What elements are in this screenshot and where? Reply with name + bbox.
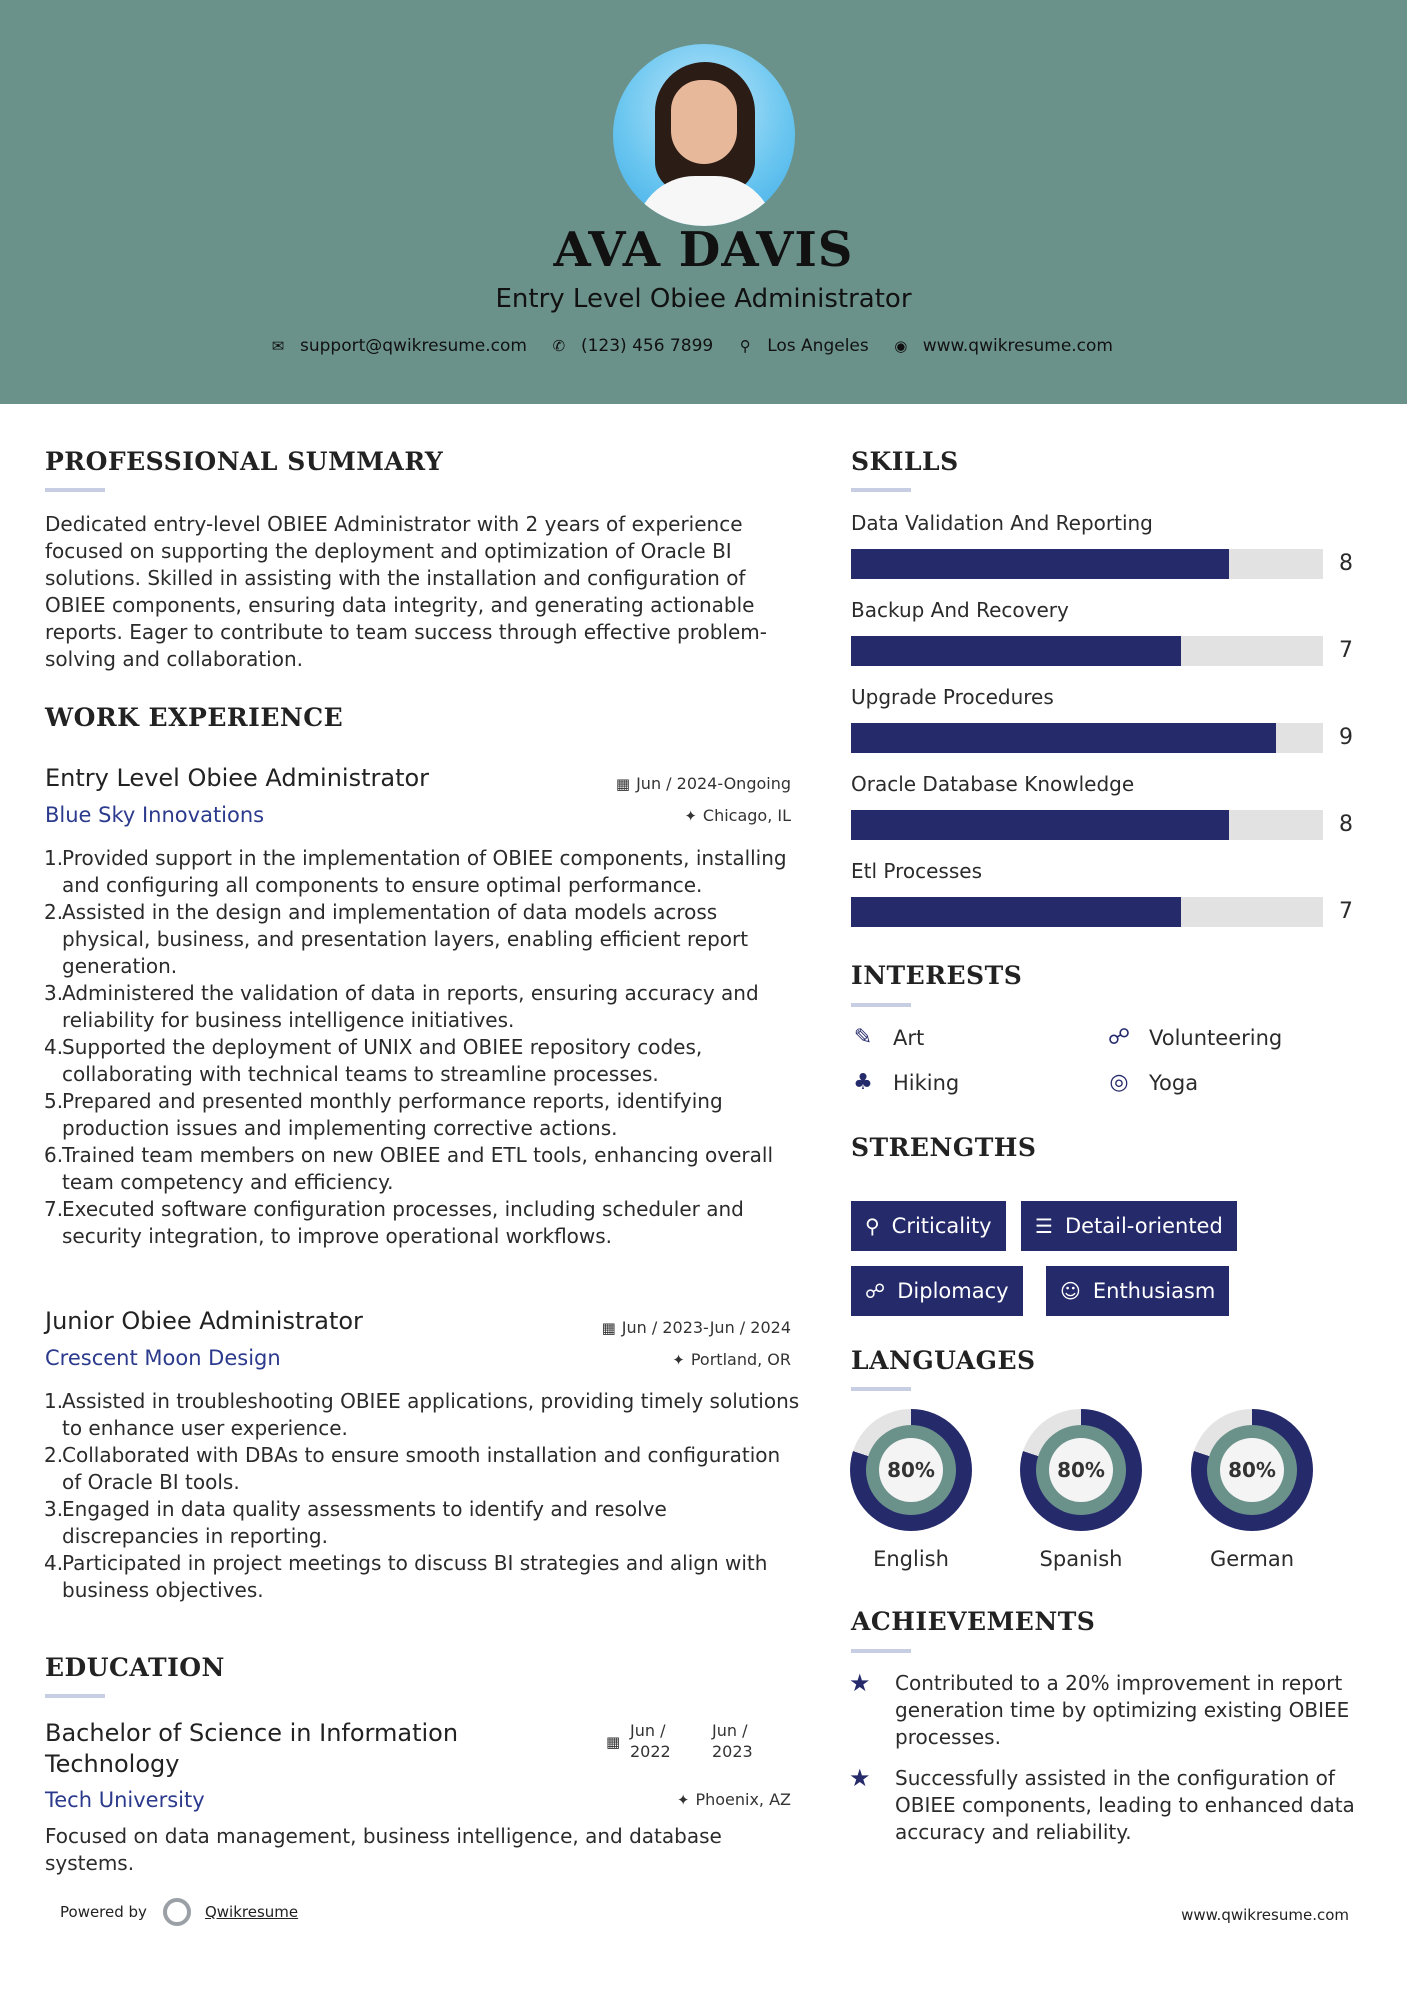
candidate-name: AVA DAVIS [553, 222, 854, 278]
skill-label: Upgrade Procedures [851, 685, 1054, 709]
education-location: ✦ Phoenix, AZ [676, 1790, 791, 1809]
skill-label: Etl Processes [851, 859, 982, 883]
skill-bar [851, 636, 1323, 666]
achievement-item: ★ Successfully assisted in the configuration of OBIEE components, leading to enhanced data accuracy and reliability. [849, 1764, 1355, 1844]
star-icon: ★ [849, 1669, 871, 1697]
job-dates: ▦ Jun / 2024-Ongoing [615, 774, 791, 793]
interest-yoga: ◎ Yoga [1105, 1070, 1198, 1095]
skill-value: 8 [1339, 812, 1353, 837]
handshake-icon: ☍ [865, 1279, 886, 1303]
school-name: Tech University [45, 1788, 205, 1812]
list-item: 3. Engaged in data quality assessments to identify and resolve discrepancies in reporting. [44, 1497, 667, 1548]
contact-location: Los Angeles [767, 336, 869, 356]
interest-hiking: ♣ Hiking [849, 1070, 959, 1095]
skill-bar [851, 897, 1323, 927]
list-item: 1. Assisted in troubleshooting OBIEE applications, providing timely solutions to enhance user experience. [44, 1389, 800, 1440]
list-icon: ☰ [1035, 1214, 1053, 1238]
skill-bar [851, 549, 1323, 579]
qwikresume-logo-icon [163, 1898, 191, 1926]
languages-heading: LANGUAGES [851, 1346, 1036, 1375]
brand-link[interactable]: Qwikresume [204, 1903, 299, 1921]
strengths-heading: STRENGTHS [851, 1133, 1037, 1162]
pin-icon: ✦ [676, 1791, 690, 1809]
list-item: 4. Supported the deployment of UNIX and OBIEE repository codes, collaborating with technical teams to streamline processes. [44, 1035, 703, 1086]
interests-heading: INTERESTS [851, 961, 1023, 990]
candidate-title: Entry Level Obiee Administrator [495, 284, 912, 314]
footer-url[interactable]: www.qwikresume.com [1181, 1906, 1349, 1924]
languages-rule [851, 1387, 911, 1391]
interests-rule [851, 1003, 911, 1007]
strength-criticality: ⚲ Criticality [851, 1201, 1006, 1251]
skill-bar-fill [851, 549, 1229, 579]
lifebuoy-icon: ◎ [1109, 1070, 1129, 1095]
contact-bar [0, 336, 1407, 356]
language-english: 80% English [850, 1409, 972, 1571]
strength-detail-oriented: ☰ Detail-oriented [1021, 1201, 1237, 1251]
contact-website[interactable]: www.qwikresume.com [922, 336, 1113, 356]
skill-bar-fill [851, 897, 1181, 927]
language-ring: 80% [1020, 1409, 1142, 1531]
work-heading: WORK EXPERIENCE [45, 703, 344, 732]
handshake-icon: ☍ [1107, 1025, 1131, 1050]
tree-icon: ♣ [853, 1070, 873, 1095]
job-title: Junior Obiee Administrator [45, 1307, 363, 1335]
skill-label: Data Validation And Reporting [851, 511, 1153, 535]
education-calendar [606, 1732, 626, 1751]
pin-icon: ✦ [684, 807, 697, 825]
skill-bar-fill [851, 810, 1229, 840]
job-bullets [44, 845, 804, 1250]
language-ring: 80% [1191, 1409, 1313, 1531]
powered-by: Powered by Qwikresume [60, 1898, 298, 1926]
list-item: 5. Prepared and presented monthly performance reports, identifying production issues and implementing corrective actions. [44, 1089, 723, 1140]
summary-rule [45, 488, 105, 492]
skills-rule [851, 488, 911, 492]
job-bullets [44, 1388, 804, 1604]
education-start-date: Jun / 2022 [630, 1721, 671, 1761]
list-item: 1. Provided support in the implementation of OBIEE components, installing and configuring all components to ensure optimal performance. [44, 846, 787, 897]
strength-diplomacy: ☍ Diplomacy [851, 1266, 1023, 1316]
calendar-icon: ▦ [606, 1733, 621, 1751]
list-item: 2. Collaborated with DBAs to ensure smooth installation and configuration of Oracle BI tools. [44, 1443, 781, 1494]
skill-value: 8 [1339, 551, 1353, 576]
list-item: 7. Executed software configuration processes, including scheduler and security integration, to improve operational workflows. [44, 1197, 744, 1248]
job-company: Crescent Moon Design [45, 1346, 281, 1370]
skill-label: Backup And Recovery [851, 598, 1069, 622]
skill-value: 7 [1339, 638, 1353, 663]
search-icon: ⚲ [865, 1214, 880, 1238]
skill-bar [851, 723, 1323, 753]
education-rule [45, 1694, 105, 1698]
language-german: 80% German [1191, 1409, 1313, 1571]
phone-icon: ✆ [552, 337, 566, 355]
achievements-heading: ACHIEVEMENTS [851, 1607, 1096, 1636]
skills-heading: SKILLS [851, 447, 959, 476]
education-end-date: Jun / 2023 [712, 1721, 753, 1761]
contact-phone[interactable]: (123) 456 7899 [580, 336, 714, 356]
education-description: Focused on data management, business intelligence, and database systems. [45, 1824, 722, 1875]
calendar-icon: ▦ [601, 1319, 616, 1337]
job-company: Blue Sky Innovations [45, 803, 265, 827]
list-item: 6. Trained team members on new OBIEE and ETL tools, enhancing overall team competency and efficiency. [44, 1143, 773, 1194]
job-location: ✦ Chicago, IL [684, 806, 791, 825]
calendar-icon: ▦ [615, 775, 631, 793]
job-title: Entry Level Obiee Administrator [45, 764, 430, 792]
summary-heading: PROFESSIONAL SUMMARY [45, 447, 444, 476]
star-icon: ★ [849, 1764, 871, 1792]
achievement-item: ★ Contributed to a 20% improvement in report generation time by optimizing existing OBIEE processes. [849, 1669, 1350, 1749]
paintbrush-icon: ✎ [853, 1025, 873, 1050]
job-location: ✦ Portland, OR [672, 1350, 791, 1369]
education-heading: EDUCATION [45, 1653, 225, 1682]
list-item: 3. Administered the validation of data in reports, ensuring accuracy and reliability for business intelligence initiatives. [44, 981, 759, 1032]
skill-value: 9 [1339, 725, 1353, 750]
location-pin-icon: ⚲ [739, 337, 751, 355]
contact-email[interactable]: support@qwikresume.com [300, 336, 527, 356]
list-item: 4. Participated in project meetings to discuss BI strategies and align with business objectives. [44, 1551, 768, 1602]
skill-bar-fill [851, 723, 1276, 753]
interest-art: ✎ Art [849, 1025, 924, 1050]
profile-photo [613, 44, 795, 226]
degree-title: Bachelor of Science in Information Technology [45, 1719, 459, 1778]
envelope-icon: ✉ [271, 337, 285, 355]
job-dates: ▦ Jun / 2023-Jun / 2024 [601, 1318, 791, 1337]
skill-label: Oracle Database Knowledge [851, 772, 1135, 796]
language-spanish: 80% Spanish [1020, 1409, 1142, 1571]
skill-bar [851, 810, 1323, 840]
skill-bar-fill [851, 636, 1181, 666]
skill-value: 7 [1339, 899, 1353, 924]
resume-header [0, 0, 1407, 404]
smile-icon: ☺ [1060, 1279, 1081, 1303]
list-item: 2. Assisted in the design and implementation of data models across physical, business, and presentation layers, enabling efficient report generation. [44, 900, 749, 978]
achievements-rule [851, 1649, 911, 1653]
globe-icon: ◉ [894, 337, 908, 355]
interest-volunteering: ☍ Volunteering [1105, 1025, 1282, 1050]
strength-enthusiasm: ☺ Enthusiasm [1046, 1266, 1229, 1316]
pin-icon: ✦ [672, 1351, 685, 1369]
summary-text: Dedicated entry-level OBIEE Administrator with 2 years of experience focused on supporting the deployment and optimization of Oracle BI solutions. Skilled in assisting with the installation and configuration of OBIEE components, ensuring data integrity, and generating actionable reports. Eager to contribute to team success through effective problem-solving and collaboration. [45, 512, 767, 671]
language-ring: 80% [850, 1409, 972, 1531]
